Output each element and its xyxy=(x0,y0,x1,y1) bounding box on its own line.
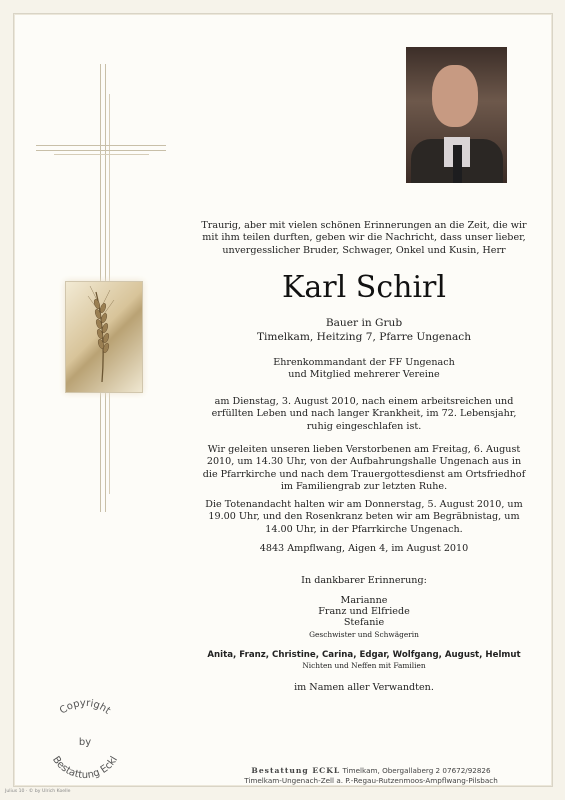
portrait-photo xyxy=(406,47,507,183)
siblings-label: Geschwister und Schwägerin xyxy=(309,630,419,639)
sibling-2: Franz und Elfriede xyxy=(318,606,410,617)
sibling-3: Stefanie xyxy=(343,617,385,628)
death-notice: am Dienstag, 3. August 2010, nach einem arbeitsreichen und erfüllten Leben und nach langer Krankheit, im 72. Lebensjahr, ruhig eingeschlafen ist. xyxy=(211,396,517,432)
prayer-info: Die Totenandacht halten wir am Donnerstag, 5. August 2010, um 19.00 Uhr, und den Rosenkranz beten wir am Begräbnistag, um 14.00 Uhr, in der Pfarrkirche Ungenach. xyxy=(205,499,523,535)
sibling-1: Marianne xyxy=(340,595,388,606)
address: Timelkam, Heitzing 7, Pfarre Ungenach xyxy=(256,331,472,343)
image-credit: Julius 10 · © by Ulrich Koelle xyxy=(5,789,71,794)
occupation: Bauer in Grub xyxy=(325,317,403,329)
cross-horizontal-bar xyxy=(36,145,166,151)
nieces-label: Nichten und Neffen mit Familien xyxy=(302,661,426,670)
stamp-line-1: Copyright xyxy=(57,698,113,717)
place-date: 4843 Ampflwang, Aigen 4, im August 2010 xyxy=(259,543,469,554)
wheat-ear-image xyxy=(65,281,143,393)
memory-heading: In dankbarer Erinnerung: xyxy=(301,575,427,586)
stamp-line-3: Bestattung Eckl xyxy=(49,754,120,782)
wheat-ear-icon xyxy=(66,282,142,392)
stamp-line-2: by xyxy=(78,737,92,748)
parte-card xyxy=(13,13,553,787)
relatives-line: im Namen aller Verwandten. xyxy=(294,682,434,693)
funeral-home-name: Bestattung ECKL xyxy=(251,766,341,775)
deceased-name: Karl Schirl xyxy=(282,270,446,305)
svg-text:Copyright xyxy=(58,698,113,717)
honor-line-2: und Mitglied mehrerer Vereine xyxy=(288,369,440,380)
honor-line-1: Ehrenkommandant der FF Ungenach xyxy=(273,357,455,368)
nieces-nephews: Anita, Franz, Christine, Carina, Edgar, Wolfgang, August, Helmut xyxy=(207,650,521,660)
funeral-info: Wir geleiten unseren lieben Verstorbenen am Freitag, 6. August 2010, um 14.30 Uhr, von der Aufbahrungshalle Ungenach aus in die Pfarrkirche und nach dem Trauergottesdienst am Ortsfriedhof im Familiengrab zur letzten Ruhe. xyxy=(202,444,526,493)
copyright-stamp xyxy=(42,698,128,784)
intro-text: Traurig, aber mit vielen schönen Erinnerungen an die Zeit, die wir mit ihm teilen durften, geben wir die Nachricht, dass unser lieber, unvergesslicher Bruder, Schwager, Onkel und Kusin, Herr xyxy=(201,220,527,256)
funeral-home-locations: Timelkam-Ungenach-Zell a. P.-Regau-Rutzenmoos-Ampflwang-Pilsbach xyxy=(244,776,498,785)
footer xyxy=(236,766,506,786)
funeral-home-address: Timelkam, Obergallaberg 2 07672/92826 xyxy=(342,766,491,775)
svg-text:Bestattung Eckl xyxy=(50,754,120,781)
cross-horizontal-line xyxy=(54,154,149,155)
